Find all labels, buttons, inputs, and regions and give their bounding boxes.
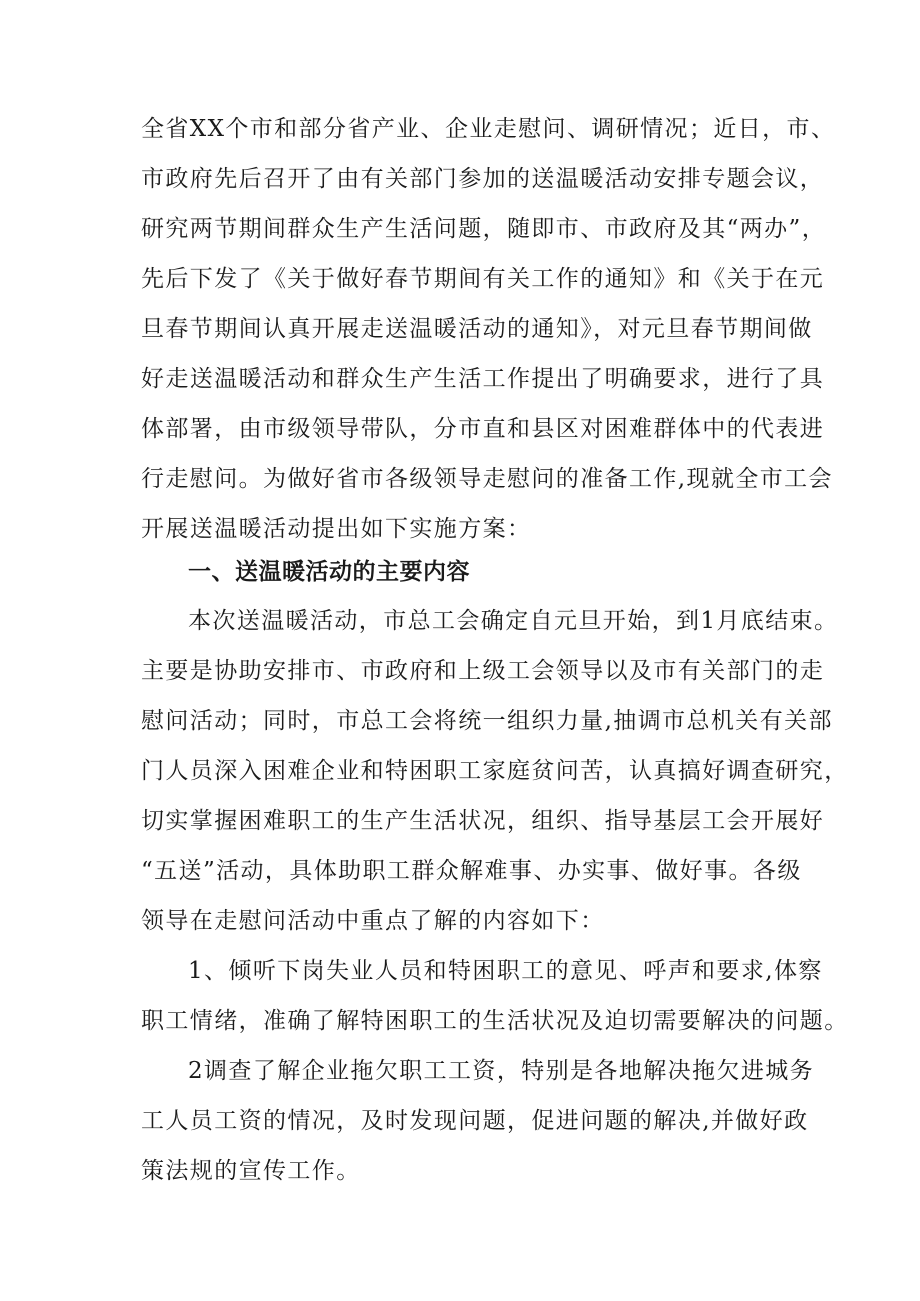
text-line: 领导在走慰问活动中重点了解的内容如下： [141,908,605,934]
text-line: 策法规的宣传工作。 [141,1158,361,1184]
text-line: “五送”活动，具体助职工群众解难事、办实事、做好事。各级 [141,858,802,884]
text-line: 切实掌握困难职工的生产生活状况，组织、指导基层工会开展好 [141,808,825,834]
text-line: 慰问活动；同时，市总工会将统一组织力量,抽调市总机关有关部 [141,708,833,734]
text-line: 1、倾听下岗失业人员和特困职工的意见、呼声和要求,体察 [188,958,823,984]
text-line: 体部署，由市级领导带队，分市直和县区对困难群体中的代表进 [141,416,825,442]
text-line: 研究两节期间群众生产生活问题，随即市、市政府及其“两办”， [141,216,827,242]
text-line: 好走送温暖活动和群众生产生活工作提出了明确要求，进行了具 [141,366,825,392]
text-line: 旦春节期间认真开展走送温暖活动的通知》，对元旦春节期间做 [141,316,813,342]
text-line: 本次送温暖活动，市总工会确定自元旦开始，到1月底结束。 [188,608,839,634]
text-line: 行走慰问。为做好省市各级领导走慰问的准备工作,现就全市工会 [141,466,833,492]
text-line: 职工情绪，准确了解特困职工的生活状况及迫切需要解决的问题。 [141,1008,849,1034]
text-line: 工人员工资的情况，及时发现问题，促进问题的解决,并做好政 [141,1108,809,1134]
text-line: 先后下发了《关于做好春节期间有关工作的通知》和《关于在元 [141,266,825,292]
text-line: 市政府先后召开了由有关部门参加的送温暖活动安排专题会议， [141,166,825,192]
text-line: 主要是协助安排市、市政府和上级工会领导以及市有关部门的走 [141,658,825,684]
section-heading: 一、送温暖活动的主要内容 [188,559,470,585]
text-line: 全省XX个市和部分省产业、企业走慰问、调研情况；近日，市、 [141,116,836,142]
text-line: 开展送温暖活动提出如下实施方案： [141,516,532,542]
text-line: 2调查了解企业拖欠职工工资，特别是各地解决拖欠进城务 [188,1058,815,1084]
text-line: 门人员深入困难企业和特困职工家庭贫问苦，认真搞好调查研究， [141,758,849,784]
